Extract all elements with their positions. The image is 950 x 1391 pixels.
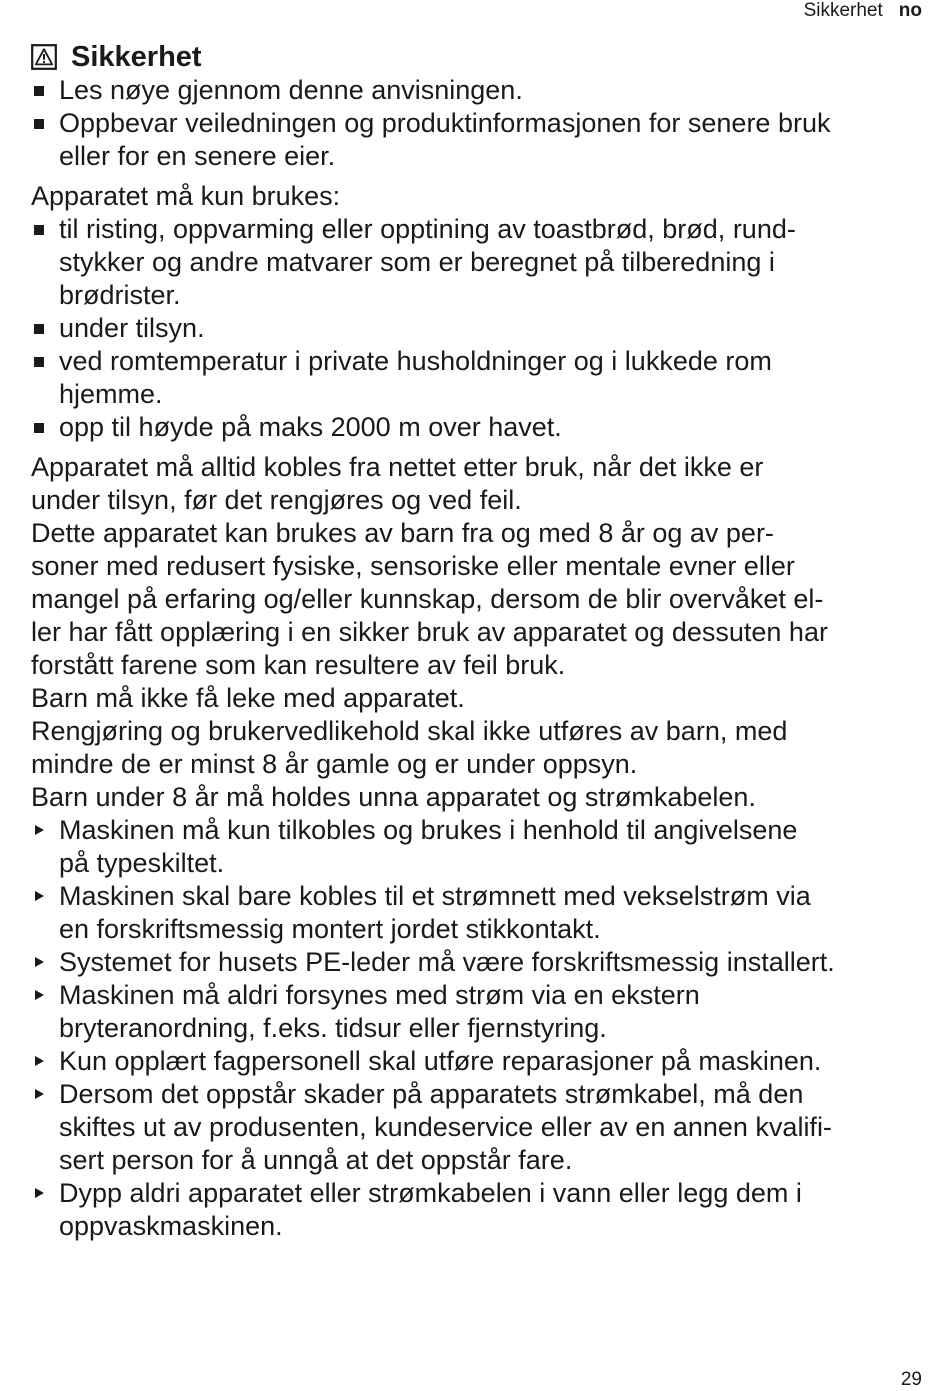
paragraph-line: mindre de er minst 8 år gamle og er under oppsyn. xyxy=(31,749,638,779)
instruction-item xyxy=(31,1045,926,1078)
instruction-item-line: oppvaskmaskinen. xyxy=(59,1211,283,1241)
use-list-item xyxy=(31,213,926,312)
intro-list-item-line: Oppbevar veiledningen og produktinformasjonen for senere bruk xyxy=(59,108,831,138)
warning-triangle-icon xyxy=(31,44,57,70)
section-heading xyxy=(31,38,926,76)
running-header xyxy=(804,0,922,22)
paragraph-line: forstått farene som kan resultere av feil bruk. xyxy=(31,650,566,680)
use-list-item xyxy=(31,312,926,345)
instruction-item xyxy=(31,1177,926,1243)
header-language-code: no xyxy=(898,0,922,21)
use-list-item-line: hjemme. xyxy=(59,379,163,409)
use-list xyxy=(31,213,926,444)
intro-list-item xyxy=(31,107,926,173)
use-list-item-line: under tilsyn. xyxy=(59,313,205,343)
use-list-item-line: stykker og andre matvarer som er beregnet på tilberedning i xyxy=(59,247,775,277)
intro-list xyxy=(31,74,926,173)
use-heading-text: Apparatet må kun brukes: xyxy=(31,181,341,211)
instruction-item xyxy=(31,1078,926,1177)
instruction-item-line: Maskinen må aldri forsynes med strøm via en ekstern xyxy=(59,980,700,1010)
use-list-item-line: opp til høyde på maks 2000 m over havet. xyxy=(59,412,562,442)
header-section-title: Sikkerhet xyxy=(803,0,883,21)
instruction-item xyxy=(31,979,926,1045)
instruction-item-line: Maskinen må kun tilkobles og brukes i henhold til angivelsene xyxy=(59,815,798,845)
instruction-item-line: sert person for å unngå at det oppstår fare. xyxy=(59,1145,573,1175)
use-list-item-line: ved romtemperatur i private husholdninger og i lukkede rom xyxy=(59,346,772,376)
paragraph-line: Barn må ikke få leke med apparatet. xyxy=(31,683,465,713)
paragraph xyxy=(31,781,926,814)
paragraph-line: ler har fått opplæring i en sikker bruk av apparatet og dessuten har xyxy=(31,617,828,647)
use-heading xyxy=(31,180,926,213)
paragraph-line: Dette apparatet kan brukes av barn fra og med 8 år og av per- xyxy=(31,518,774,548)
paragraph-line: Rengjøring og brukervedlikehold skal ikke utføres av barn, med xyxy=(31,716,788,746)
instruction-item-line: Kun opplært fagpersonell skal utføre reparasjoner på maskinen. xyxy=(59,1046,822,1076)
instruction-item xyxy=(31,814,926,880)
intro-list-item-line: eller for en senere eier. xyxy=(59,141,336,171)
paragraph xyxy=(31,715,926,781)
paragraph-line: Barn under 8 år må holdes unna apparatet og strømkabelen. xyxy=(31,782,756,812)
section-title: Sikkerhet xyxy=(71,41,202,73)
paragraph-line: Apparatet må alltid kobles fra nettet etter bruk, når det ikke er xyxy=(31,452,764,482)
intro-list-item xyxy=(31,74,926,107)
paragraph xyxy=(31,517,926,682)
instruction-item-line: en forskriftsmessig montert jordet stikkontakt. xyxy=(59,914,601,944)
instruction-item-line: skiftes ut av produsenten, kundeservice eller av en annen kvalifi- xyxy=(59,1112,832,1142)
paragraph-line: soner med redusert fysiske, sensoriske eller mentale evner eller xyxy=(31,551,795,581)
intro-list-item-line: Les nøye gjennom denne anvisningen. xyxy=(59,75,523,105)
instruction-item-line: Dersom det oppstår skader på apparatets strømkabel, må den xyxy=(59,1079,804,1109)
safety-paragraphs xyxy=(31,451,926,814)
instruction-list xyxy=(31,814,926,1243)
instruction-item-line: Dypp aldri apparatet eller strømkabelen i vann eller legg dem i xyxy=(59,1178,802,1208)
instruction-item-line: bryteranordning, f.eks. tidsur eller fjernstyring. xyxy=(59,1013,607,1043)
page-content xyxy=(31,38,926,1243)
use-list-item-line: til risting, oppvarming eller opptining av toastbrød, brød, rund- xyxy=(59,214,796,244)
paragraph-line: under tilsyn, før det rengjøres og ved feil. xyxy=(31,485,522,515)
instruction-item xyxy=(31,880,926,946)
use-list-item-line: brødrister. xyxy=(59,280,181,310)
instruction-item-line: på typeskiltet. xyxy=(59,848,225,878)
paragraph xyxy=(31,451,926,517)
page-number: 29 xyxy=(900,1369,922,1390)
instruction-item-line: Maskinen skal bare kobles til et strømnett med vekselstrøm via xyxy=(59,881,811,911)
use-list-item xyxy=(31,345,926,411)
instruction-item xyxy=(31,946,926,979)
paragraph xyxy=(31,682,926,715)
use-list-item xyxy=(31,411,926,444)
instruction-item-line: Systemet for husets PE-leder må være forskriftsmessig installert. xyxy=(59,947,835,977)
paragraph-line: mangel på erfaring og/eller kunnskap, dersom de blir overvåket el- xyxy=(31,584,824,614)
